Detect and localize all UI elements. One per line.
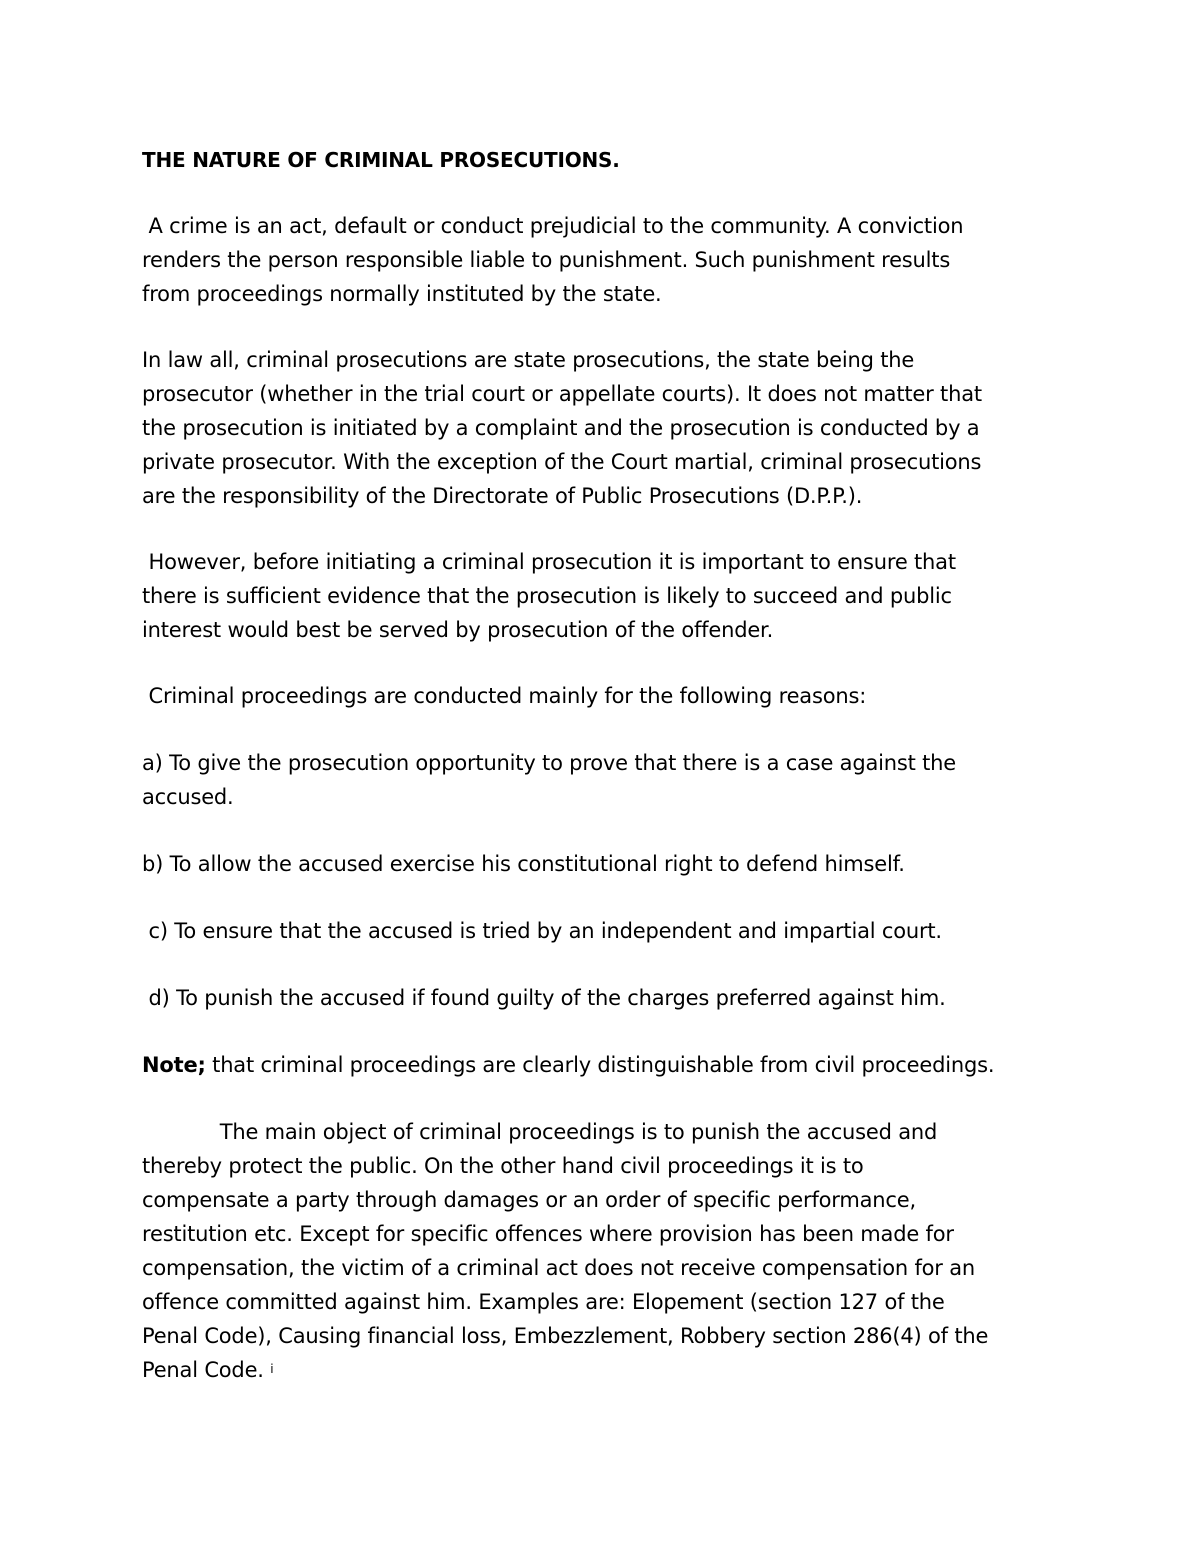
paragraph-line: compensation, the victim of a criminal act does not receive compensation for an <box>142 1256 975 1280</box>
reason-b: b) To allow the accused exercise his constitutional right to defend himself. <box>142 852 905 876</box>
paragraph-line: there is sufficient evidence that the prosecution is likely to succeed and public <box>142 584 952 608</box>
reason-a-continued: accused. <box>142 785 234 809</box>
paragraph-line: are the responsibility of the Directorate of Public Prosecutions (D.P.P.). <box>142 484 863 508</box>
note-line <box>142 1048 994 1082</box>
paragraph-line: prosecutor (whether in the trial court or appellate courts). It does not matter that <box>142 382 982 406</box>
paragraph-line: from proceedings normally instituted by the state. <box>142 282 662 306</box>
reason-d: d) To punish the accused if found guilty of the charges preferred against him. <box>142 986 946 1010</box>
paragraph-line: However, before initiating a criminal prosecution it is important to ensure that <box>142 550 956 574</box>
reason-c: c) To ensure that the accused is tried by an independent and impartial court. <box>142 919 942 943</box>
reasons-intro: Criminal proceedings are conducted mainly for the following reasons: <box>142 684 867 708</box>
paragraph-text: Penal Code. <box>142 1358 271 1382</box>
paragraph-line: In law all, criminal prosecutions are state prosecutions, the state being the <box>142 348 915 372</box>
paragraph-line: A crime is an act, default or conduct prejudicial to the community. A conviction <box>142 214 964 238</box>
paragraph-line: restitution etc. Except for specific offences where provision has been made for <box>142 1222 954 1246</box>
paragraph-line: private prosecutor. With the exception of the Court martial, criminal prosecutions <box>142 450 982 474</box>
paragraph-last-line <box>142 1353 273 1390</box>
paragraph-line: the prosecution is initiated by a complaint and the prosecution is conducted by a <box>142 416 980 440</box>
paragraph-line: offence committed against him. Examples are: Elopement (section 127 of the <box>142 1290 945 1314</box>
document-title: THE NATURE OF CRIMINAL PROSECUTIONS. <box>142 148 620 172</box>
paragraph-line: The main object of criminal proceedings is to punish the accused and <box>142 1120 938 1144</box>
paragraph-line: thereby protect the public. On the other hand civil proceedings it is to <box>142 1154 864 1178</box>
note-text: that criminal proceedings are clearly distinguishable from civil proceedings. <box>205 1053 995 1077</box>
reason-a: a) To give the prosecution opportunity to prove that there is a case against the <box>142 751 956 775</box>
paragraph-line: Penal Code), Causing financial loss, Embezzlement, Robbery section 286(4) of the <box>142 1324 989 1348</box>
paragraph-line: compensate a party through damages or an order of specific performance, <box>142 1188 916 1212</box>
endnote-reference[interactable]: i <box>270 1362 274 1376</box>
paragraph-line: renders the person responsible liable to punishment. Such punishment results <box>142 248 951 272</box>
paragraph-line: interest would best be served by prosecution of the offender. <box>142 618 774 642</box>
note-label: Note; <box>142 1053 206 1077</box>
